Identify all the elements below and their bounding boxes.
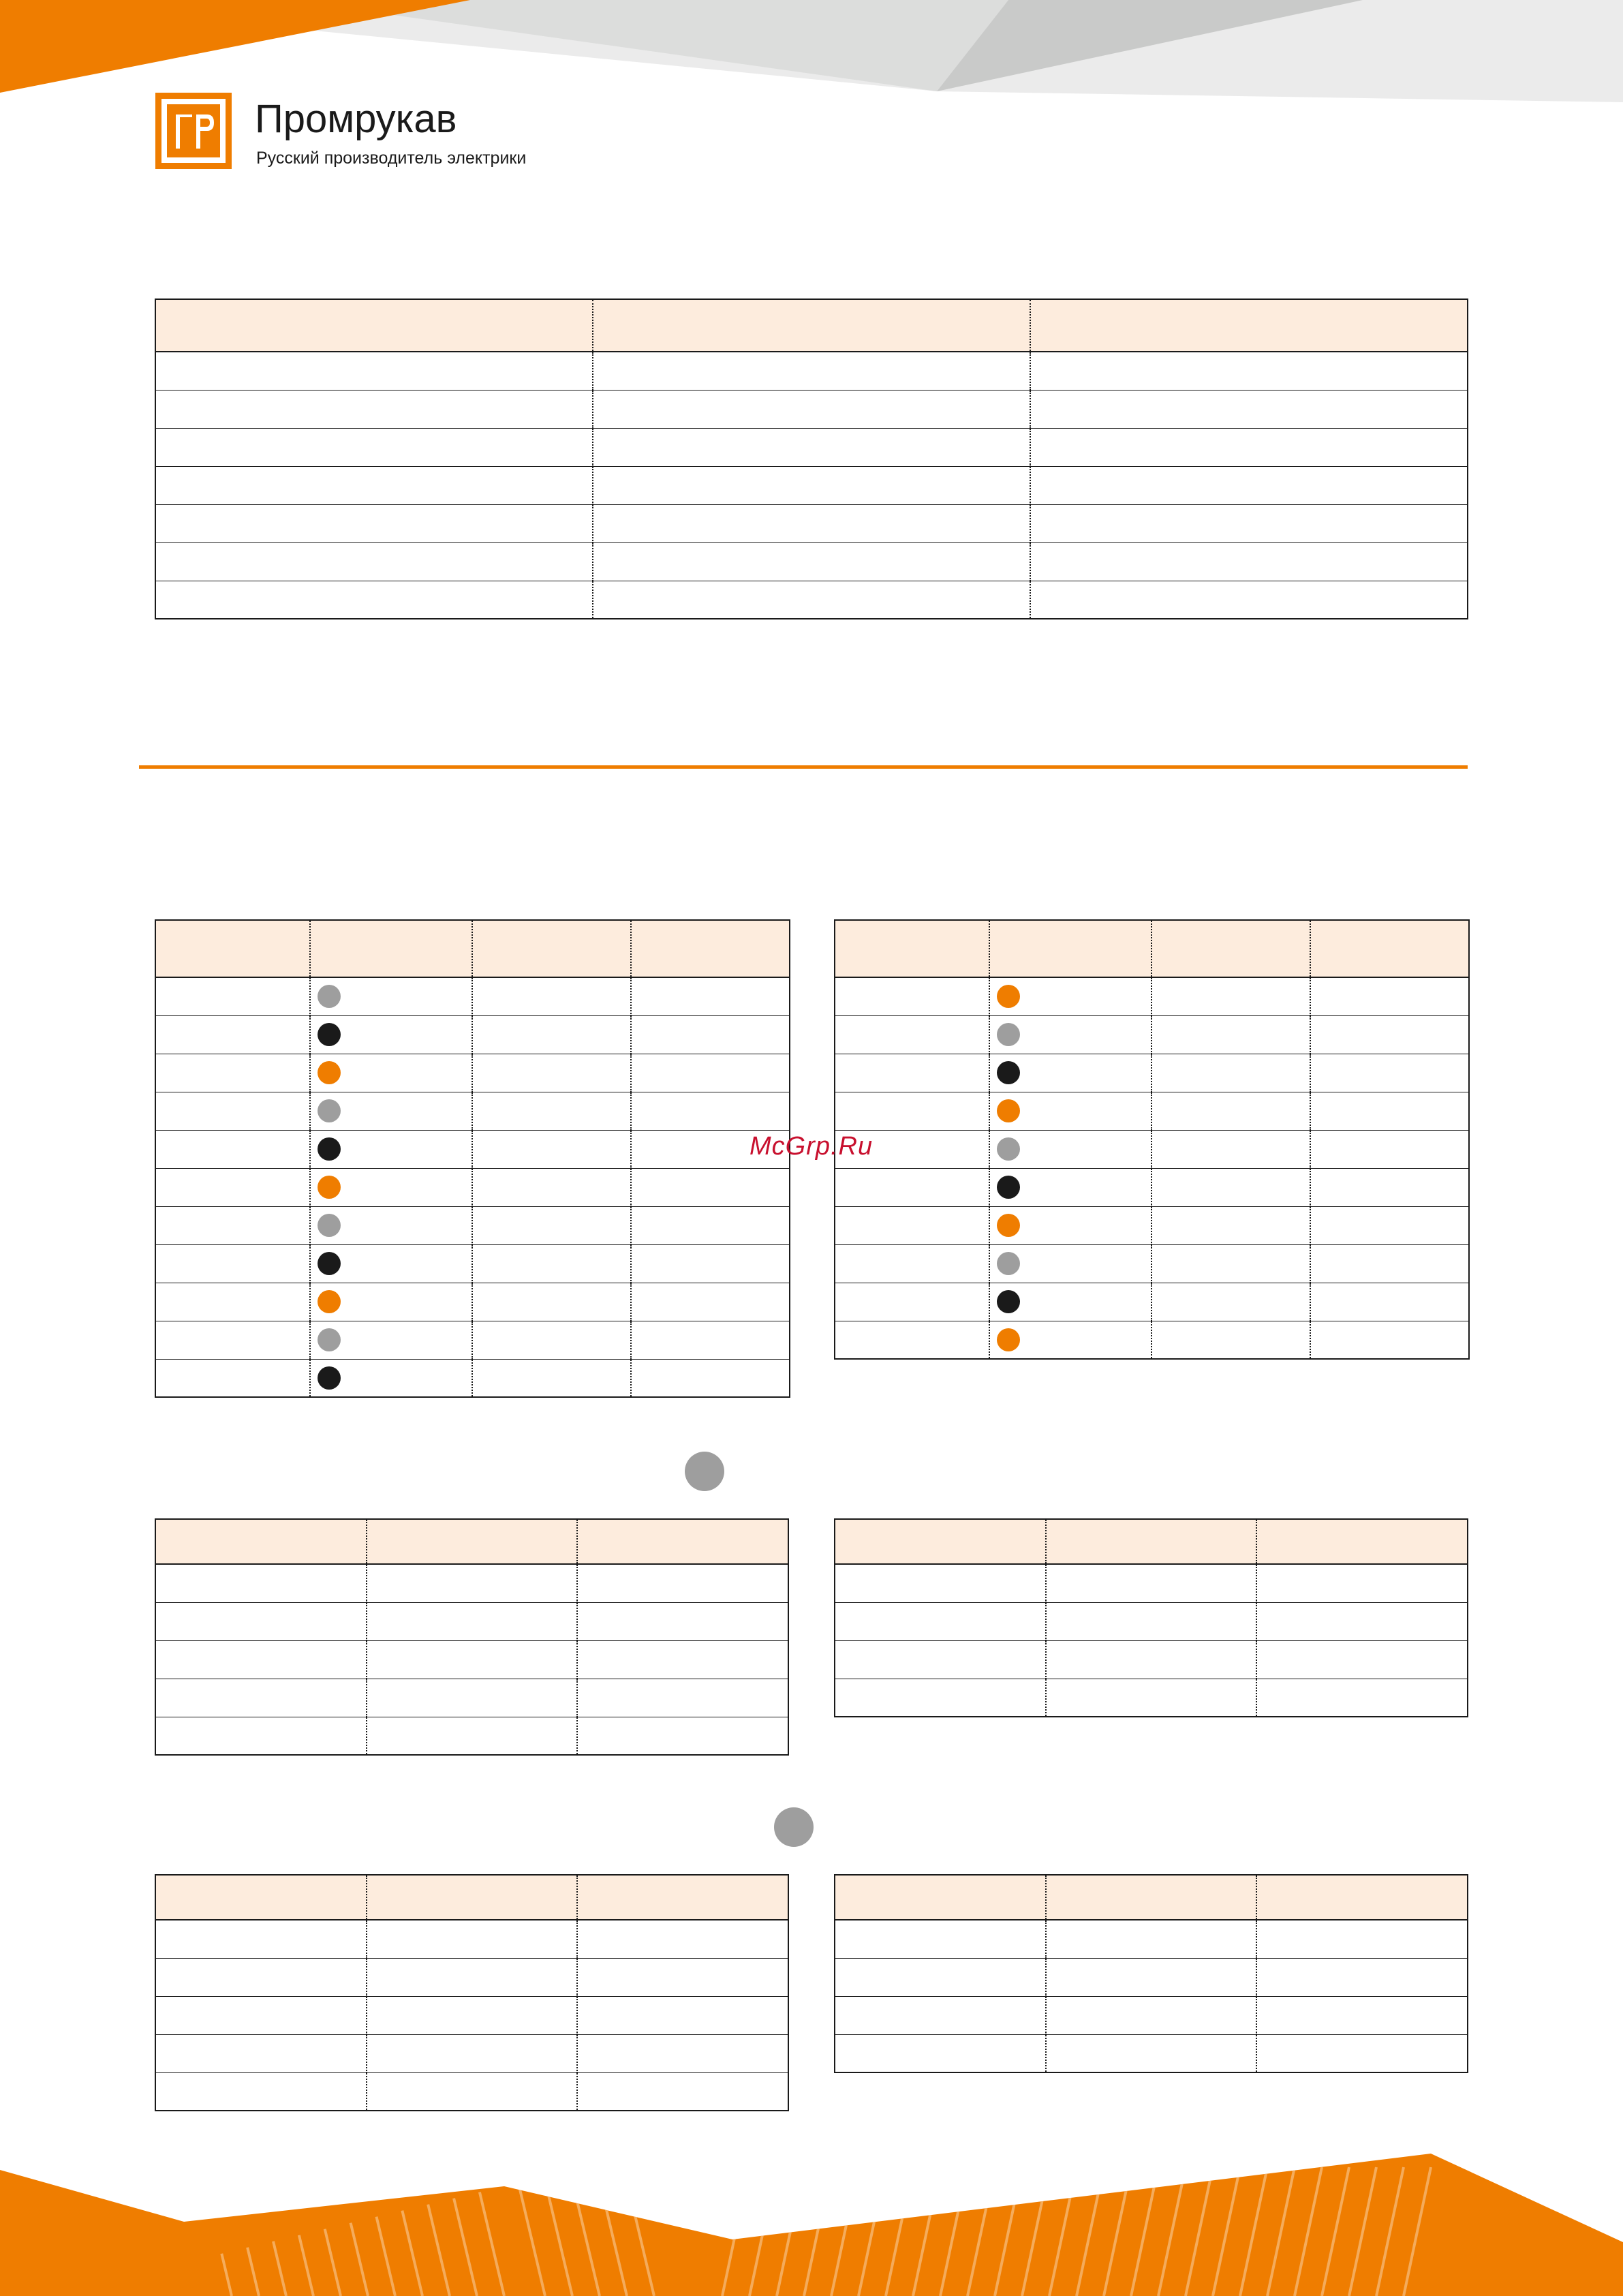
color-dot [997, 1214, 1020, 1237]
table-row [835, 1092, 1469, 1130]
table-row [835, 1283, 1469, 1321]
table-row [155, 428, 1468, 466]
table-row [835, 1920, 1468, 1958]
color-dot [318, 1099, 341, 1122]
color-dot [318, 1290, 341, 1313]
color-dot [997, 1023, 1020, 1046]
table-row [155, 1958, 788, 1996]
color-dot [997, 1176, 1020, 1199]
table-row [155, 1054, 790, 1092]
table-row [835, 1244, 1469, 1283]
color-dot [318, 1214, 341, 1237]
color-dot [997, 1137, 1020, 1161]
table-row [155, 1206, 790, 1244]
color-dot [318, 1061, 341, 1084]
color-dot [997, 985, 1020, 1008]
color-dot [318, 985, 341, 1008]
table-row [835, 1640, 1468, 1679]
table-row [155, 1321, 790, 1359]
color-dot [997, 1061, 1020, 1084]
brand-tagline: Русский производитель электрики [256, 149, 527, 168]
table-row [155, 2034, 788, 2072]
table-row [835, 1206, 1469, 1244]
bottom-decoration [0, 2140, 1623, 2296]
table-row [835, 1602, 1468, 1640]
table-row [155, 504, 1468, 542]
brand-name: Промрукав [255, 97, 457, 141]
table-row [155, 1015, 790, 1054]
table-row [155, 1602, 788, 1640]
table-row [155, 466, 1468, 504]
color-dot [318, 1366, 341, 1390]
color-dot [318, 1176, 341, 1199]
color-dot [997, 1290, 1020, 1313]
table-row [155, 1359, 790, 1397]
table-row [155, 390, 1468, 428]
color-table-right [834, 919, 1470, 1360]
color-dot [318, 1328, 341, 1351]
section-divider [139, 765, 1468, 769]
table-row [155, 1130, 790, 1168]
table-row [155, 977, 790, 1015]
table-row [835, 1015, 1469, 1054]
mid-table-left [155, 1518, 789, 1756]
table-row [835, 2034, 1468, 2072]
table-row [155, 1679, 788, 1717]
header-cell [1030, 299, 1468, 352]
table-row [155, 1717, 788, 1755]
table-row [155, 581, 1468, 619]
table-row [835, 1130, 1469, 1168]
table-row [835, 977, 1469, 1015]
color-dot [997, 1328, 1020, 1351]
table-row [835, 1054, 1469, 1092]
table-row [155, 1564, 788, 1602]
bottom-table-right [834, 1874, 1468, 2073]
table-row [835, 1996, 1468, 2034]
color-dot [318, 1252, 341, 1275]
table-row [835, 1564, 1468, 1602]
table-row [155, 2072, 788, 2111]
table-row [155, 352, 1468, 390]
table-row [155, 1168, 790, 1206]
logo-mark-icon [155, 93, 232, 169]
table-row [835, 1679, 1468, 1717]
table-row [155, 1092, 790, 1130]
color-dot [318, 1023, 341, 1046]
table-row [155, 1640, 788, 1679]
table-row [155, 542, 1468, 581]
table-row [835, 1958, 1468, 1996]
header-cell [155, 299, 593, 352]
bottom-table-left [155, 1874, 789, 2111]
header-cell [593, 299, 1030, 352]
table-row [155, 1920, 788, 1958]
table-row [835, 1168, 1469, 1206]
specs-table [155, 299, 1468, 619]
table-row [155, 1996, 788, 2034]
table-row [155, 1244, 790, 1283]
mid-table-right [834, 1518, 1468, 1717]
top-decoration [0, 0, 1623, 109]
color-table-left [155, 919, 790, 1398]
table-row [835, 1321, 1469, 1359]
color-dot [997, 1252, 1020, 1275]
watermark: McGrp.Ru [749, 1132, 874, 1161]
color-dot [997, 1099, 1020, 1122]
table-row [155, 1283, 790, 1321]
gray-circle-icon [774, 1807, 814, 1847]
gray-circle-icon [685, 1452, 724, 1491]
color-dot [318, 1137, 341, 1161]
